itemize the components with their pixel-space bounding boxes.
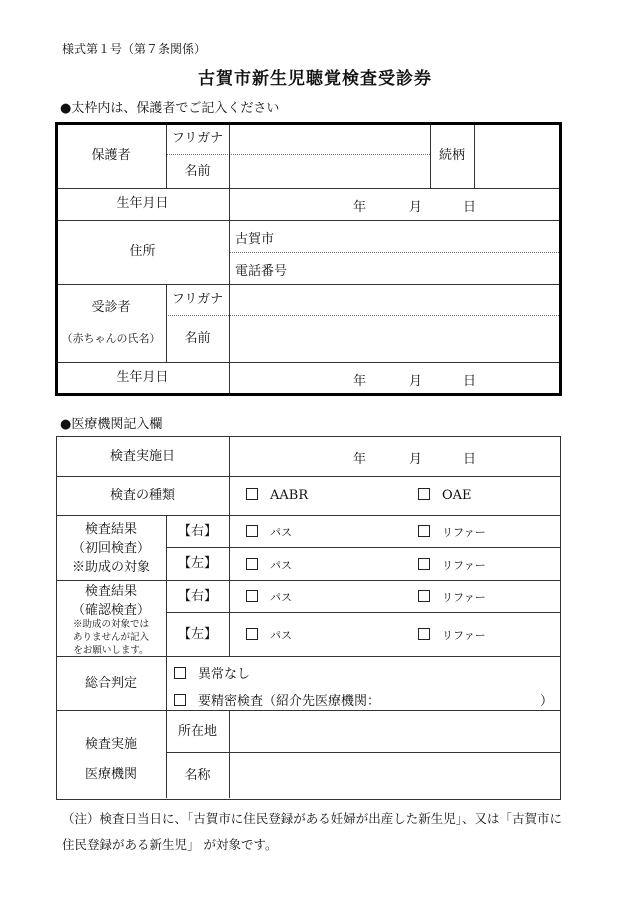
form-number: 様式第１号（第７条関係） bbox=[62, 42, 207, 56]
checkbox-icon bbox=[418, 590, 430, 602]
guardian-name-field[interactable] bbox=[229, 155, 430, 188]
relation-label: 続柄 bbox=[438, 148, 465, 164]
confirm-result-label: 検査結果 （確認検査） bbox=[71, 584, 150, 618]
overall-close-paren: ） bbox=[540, 694, 554, 709]
patient-birth-year-unit: 年 bbox=[353, 374, 367, 389]
relation-field[interactable] bbox=[474, 124, 560, 188]
overall-detailed-exam[interactable]: 要精密検査（紹介先医療機関： bbox=[174, 690, 380, 709]
address-label: 住所 bbox=[129, 244, 156, 260]
overall-label: 総合判定 bbox=[84, 675, 137, 691]
address-prefix: 古賀市 bbox=[235, 232, 275, 247]
checkbox-icon bbox=[246, 525, 258, 537]
patient-label: 受診者 bbox=[91, 300, 131, 315]
guardian-birth-year-unit: 年 bbox=[353, 200, 367, 215]
guardian-birthdate-label: 生年月日 bbox=[116, 196, 169, 212]
document-title: 古賀市新生児聴覚検査受診券 bbox=[198, 69, 432, 89]
first-right-label: 【右】 bbox=[177, 523, 217, 539]
confirm-right-pass[interactable]: パス bbox=[246, 589, 292, 605]
guardian-furigana-field[interactable] bbox=[229, 124, 430, 154]
institution-label: 検査実施 医療機関 bbox=[84, 737, 137, 782]
checkbox-icon bbox=[246, 628, 258, 640]
patient-name-label: 名前 bbox=[184, 331, 211, 347]
footnote: （注）検査日当日に、「古賀市に住民登録がある妊婦が出産した新生児」、又は「古賀市に住民登録がある新生児」 が対象です。 bbox=[62, 811, 563, 852]
confirm-right-label: 【右】 bbox=[177, 588, 217, 604]
guardian-birth-month-unit: 月 bbox=[409, 200, 423, 215]
checkbox-icon bbox=[418, 628, 430, 640]
guardian-label: 保護者 bbox=[91, 148, 131, 164]
guardian-birth-day-unit: 日 bbox=[463, 200, 477, 215]
overall-normal[interactable]: 異常なし bbox=[174, 663, 250, 682]
patient-birthdate-label: 生年月日 bbox=[116, 370, 169, 386]
confirm-right-refer[interactable]: リファー bbox=[418, 589, 486, 605]
exam-date-label: 検査実施日 bbox=[109, 448, 175, 464]
patient-birth-month-unit: 月 bbox=[409, 374, 423, 389]
patient-sub-label: （赤ちゃんの氏名） bbox=[61, 332, 161, 345]
checkbox-icon bbox=[418, 488, 430, 500]
exam-type-aabr[interactable]: AABR bbox=[246, 488, 308, 503]
checkbox-icon bbox=[246, 590, 258, 602]
patient-birth-day-unit: 日 bbox=[463, 374, 477, 389]
location-label: 所在地 bbox=[177, 723, 217, 739]
exam-day-unit: 日 bbox=[463, 452, 477, 467]
first-left-label: 【左】 bbox=[177, 556, 217, 572]
phone-label: 電話番号 bbox=[235, 264, 288, 279]
checkbox-icon bbox=[246, 558, 258, 570]
confirm-left-label: 【左】 bbox=[177, 626, 217, 642]
guardian-furigana-label: フリガナ bbox=[171, 131, 224, 147]
exam-year-unit: 年 bbox=[353, 452, 367, 467]
institution-name-label: 名称 bbox=[184, 767, 211, 783]
checkbox-icon bbox=[174, 667, 186, 679]
institution-field[interactable] bbox=[230, 711, 559, 798]
first-left-pass[interactable]: パス bbox=[246, 557, 292, 573]
medical-section-heading: ●医療機関記入欄 bbox=[60, 417, 163, 432]
exam-type-label: 検査の種類 bbox=[109, 488, 175, 504]
checkbox-icon bbox=[418, 525, 430, 537]
confirm-left-refer[interactable]: リファー bbox=[418, 627, 486, 643]
guardian-section-heading: ●太枠内は、保護者でご記入ください bbox=[60, 101, 280, 116]
patient-furigana-label: フリガナ bbox=[171, 291, 224, 307]
exam-month-unit: 月 bbox=[409, 452, 423, 467]
first-right-refer[interactable]: リファー bbox=[418, 524, 486, 540]
exam-type-oae[interactable]: OAE bbox=[418, 488, 472, 503]
confirm-note: ※助成の対象では ありませんが記入 をお願いします。 bbox=[72, 619, 149, 656]
checkbox-icon bbox=[418, 558, 430, 570]
first-result-label: 検査結果 （初回検査） ※助成の対象 bbox=[71, 522, 150, 575]
first-left-refer[interactable]: リファー bbox=[418, 557, 486, 573]
first-right-pass[interactable]: パス bbox=[246, 524, 292, 540]
guardian-name-label: 名前 bbox=[184, 163, 211, 179]
checkbox-icon bbox=[174, 694, 186, 706]
confirm-left-pass[interactable]: パス bbox=[246, 627, 292, 643]
checkbox-icon bbox=[246, 488, 258, 500]
